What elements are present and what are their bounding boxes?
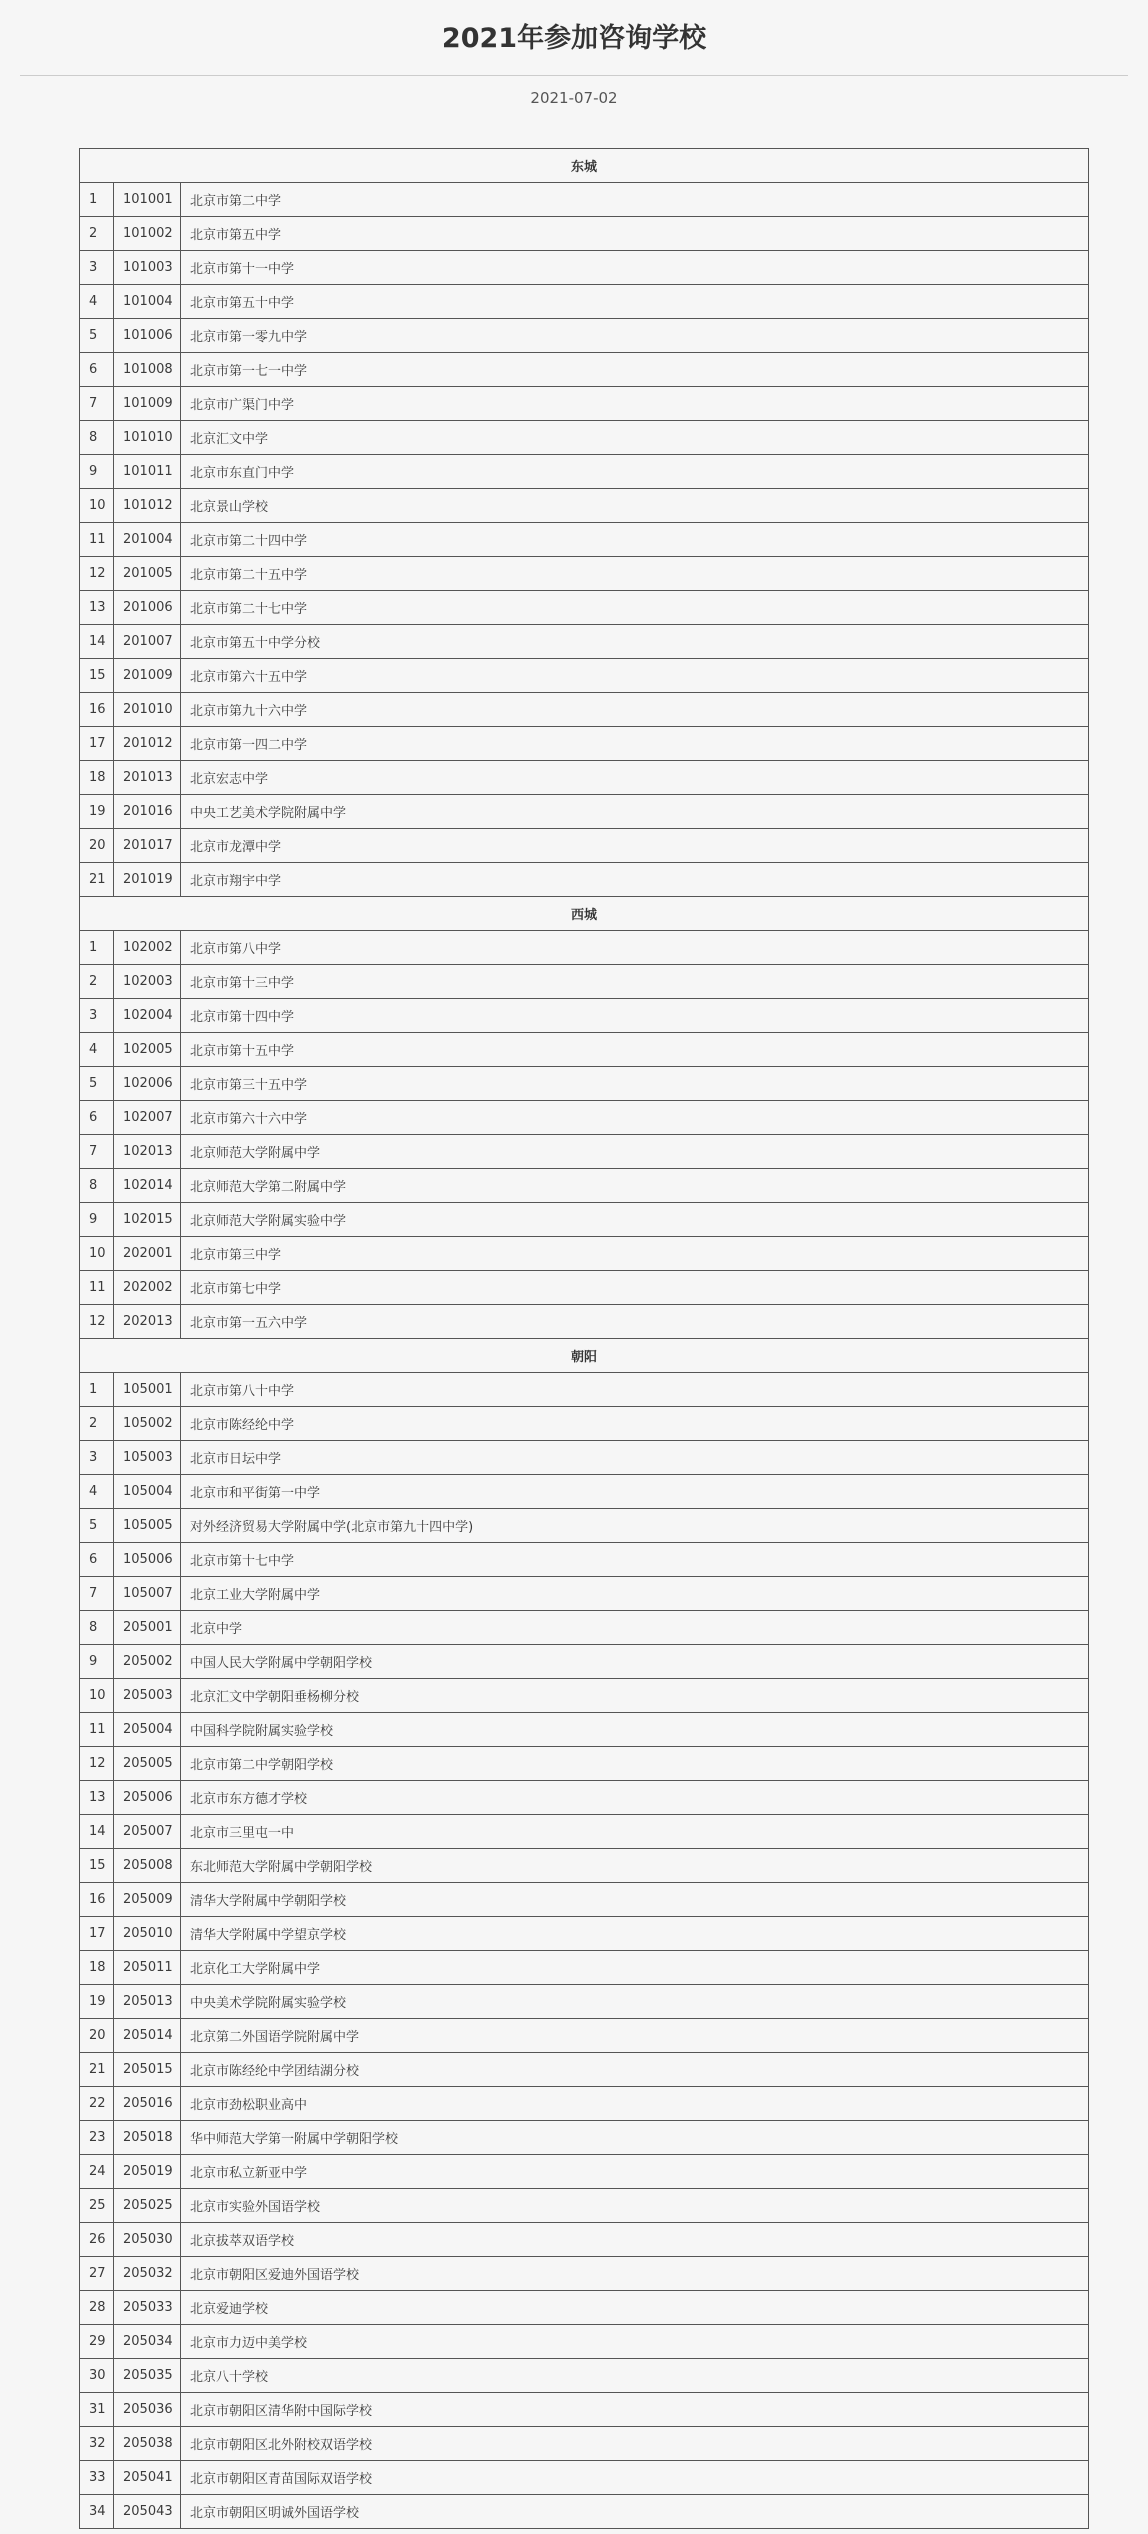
row-index: 22 xyxy=(80,2087,114,2121)
row-index: 29 xyxy=(80,2325,114,2359)
school-name: 北京市第二中学朝阳学校 xyxy=(181,1747,1089,1781)
school-name: 北京市第三十五中学 xyxy=(181,1067,1089,1101)
school-code: 205036 xyxy=(114,2393,181,2427)
school-code: 102006 xyxy=(114,1067,181,1101)
row-index: 6 xyxy=(80,353,114,387)
school-name: 北京拔萃双语学校 xyxy=(181,2223,1089,2257)
school-name: 北京市三里屯一中 xyxy=(181,1815,1089,1849)
school-name: 北京市陈经纶中学 xyxy=(181,1407,1089,1441)
table-row xyxy=(80,829,1089,863)
school-code: 201007 xyxy=(114,625,181,659)
school-code: 202002 xyxy=(114,1271,181,1305)
school-name: 北京市第二中学 xyxy=(181,183,1089,217)
school-code: 205006 xyxy=(114,1781,181,1815)
row-index: 31 xyxy=(80,2393,114,2427)
school-name: 北京市日坛中学 xyxy=(181,1441,1089,1475)
table-row xyxy=(80,1577,1089,1611)
row-index: 14 xyxy=(80,1815,114,1849)
school-name: 北京宏志中学 xyxy=(181,761,1089,795)
school-code: 105001 xyxy=(114,1373,181,1407)
school-name: 北京化工大学附属中学 xyxy=(181,1951,1089,1985)
table-row xyxy=(80,965,1089,999)
row-index: 2 xyxy=(80,1407,114,1441)
school-code: 205035 xyxy=(114,2359,181,2393)
row-index: 10 xyxy=(80,489,114,523)
table-row xyxy=(80,625,1089,659)
row-index: 4 xyxy=(80,1033,114,1067)
table-row xyxy=(80,2019,1089,2053)
school-name: 北京师范大学附属中学 xyxy=(181,1135,1089,1169)
title-divider xyxy=(20,75,1128,76)
school-name: 北京市实验外国语学校 xyxy=(181,2189,1089,2223)
school-name: 北京市第八中学 xyxy=(181,931,1089,965)
district-name: 西城 xyxy=(80,897,1089,931)
row-index: 20 xyxy=(80,2019,114,2053)
table-row xyxy=(80,1169,1089,1203)
school-code: 101011 xyxy=(114,455,181,489)
table-row xyxy=(80,1713,1089,1747)
table-row xyxy=(80,2257,1089,2291)
school-code: 102013 xyxy=(114,1135,181,1169)
school-code: 205003 xyxy=(114,1679,181,1713)
row-index: 18 xyxy=(80,1951,114,1985)
school-code: 201006 xyxy=(114,591,181,625)
school-name: 北京市第八十中学 xyxy=(181,1373,1089,1407)
school-name: 华中师范大学第一附属中学朝阳学校 xyxy=(181,2121,1089,2155)
row-index: 1 xyxy=(80,931,114,965)
district-header-row xyxy=(80,1339,1089,1373)
table-row xyxy=(80,1781,1089,1815)
school-name: 北京市朝阳区明诚外国语学校 xyxy=(181,2495,1089,2529)
school-name: 北京市朝阳区爱迪外国语学校 xyxy=(181,2257,1089,2291)
table-row xyxy=(80,1305,1089,1339)
table-row xyxy=(80,285,1089,319)
row-index: 17 xyxy=(80,727,114,761)
school-code: 201005 xyxy=(114,557,181,591)
row-index: 14 xyxy=(80,625,114,659)
school-code: 201009 xyxy=(114,659,181,693)
row-index: 3 xyxy=(80,999,114,1033)
table-row xyxy=(80,591,1089,625)
row-index: 18 xyxy=(80,761,114,795)
school-code: 101003 xyxy=(114,251,181,285)
school-name: 北京中学 xyxy=(181,1611,1089,1645)
row-index: 33 xyxy=(80,2461,114,2495)
table-row xyxy=(80,2359,1089,2393)
school-code: 205014 xyxy=(114,2019,181,2053)
school-name: 北京市第一五六中学 xyxy=(181,1305,1089,1339)
school-code: 101008 xyxy=(114,353,181,387)
row-index: 24 xyxy=(80,2155,114,2189)
school-name: 北京市第五十中学 xyxy=(181,285,1089,319)
school-code: 205010 xyxy=(114,1917,181,1951)
row-index: 7 xyxy=(80,387,114,421)
school-code: 101012 xyxy=(114,489,181,523)
school-name: 北京市第十四中学 xyxy=(181,999,1089,1033)
row-index: 23 xyxy=(80,2121,114,2155)
row-index: 8 xyxy=(80,421,114,455)
school-name: 北京市第三中学 xyxy=(181,1237,1089,1271)
table-row xyxy=(80,2189,1089,2223)
table-row xyxy=(80,1271,1089,1305)
school-code: 102014 xyxy=(114,1169,181,1203)
school-name: 北京市东方德才学校 xyxy=(181,1781,1089,1815)
school-name: 东北师范大学附属中学朝阳学校 xyxy=(181,1849,1089,1883)
school-name: 北京市第一四二中学 xyxy=(181,727,1089,761)
school-name: 北京市朝阳区青苗国际双语学校 xyxy=(181,2461,1089,2495)
school-code: 105005 xyxy=(114,1509,181,1543)
school-code: 205008 xyxy=(114,1849,181,1883)
table-row xyxy=(80,1101,1089,1135)
table-row xyxy=(80,1067,1089,1101)
school-code: 205033 xyxy=(114,2291,181,2325)
school-name: 中央美术学院附属实验学校 xyxy=(181,1985,1089,2019)
row-index: 13 xyxy=(80,1781,114,1815)
school-name: 北京八十学校 xyxy=(181,2359,1089,2393)
schools-table xyxy=(79,148,1089,2529)
table-row xyxy=(80,1951,1089,1985)
school-name: 北京工业大学附属中学 xyxy=(181,1577,1089,1611)
table-row xyxy=(80,727,1089,761)
school-name: 北京市第七中学 xyxy=(181,1271,1089,1305)
school-name: 北京市第六十五中学 xyxy=(181,659,1089,693)
school-code: 205019 xyxy=(114,2155,181,2189)
row-index: 10 xyxy=(80,1237,114,1271)
school-code: 105004 xyxy=(114,1475,181,1509)
table-row xyxy=(80,1917,1089,1951)
row-index: 3 xyxy=(80,251,114,285)
table-row xyxy=(80,1543,1089,1577)
table-row xyxy=(80,1747,1089,1781)
row-index: 34 xyxy=(80,2495,114,2529)
table-row xyxy=(80,659,1089,693)
table-row xyxy=(80,1475,1089,1509)
table-row xyxy=(80,217,1089,251)
school-code: 205030 xyxy=(114,2223,181,2257)
row-index: 4 xyxy=(80,1475,114,1509)
table-row xyxy=(80,795,1089,829)
table-row xyxy=(80,2053,1089,2087)
school-code: 205007 xyxy=(114,1815,181,1849)
table-row xyxy=(80,1985,1089,2019)
row-index: 28 xyxy=(80,2291,114,2325)
school-code: 205034 xyxy=(114,2325,181,2359)
table-row xyxy=(80,183,1089,217)
school-code: 102003 xyxy=(114,965,181,999)
school-code: 101004 xyxy=(114,285,181,319)
school-code: 101009 xyxy=(114,387,181,421)
row-index: 15 xyxy=(80,659,114,693)
school-code: 205002 xyxy=(114,1645,181,1679)
table-row xyxy=(80,1237,1089,1271)
school-name: 北京市第五十中学分校 xyxy=(181,625,1089,659)
row-index: 3 xyxy=(80,1441,114,1475)
school-name: 北京爱迪学校 xyxy=(181,2291,1089,2325)
row-index: 15 xyxy=(80,1849,114,1883)
school-code: 205015 xyxy=(114,2053,181,2087)
school-name: 北京市劲松职业高中 xyxy=(181,2087,1089,2121)
row-index: 16 xyxy=(80,693,114,727)
school-code: 205038 xyxy=(114,2427,181,2461)
school-name: 北京市第九十六中学 xyxy=(181,693,1089,727)
row-index: 9 xyxy=(80,1645,114,1679)
school-code: 102004 xyxy=(114,999,181,1033)
row-index: 11 xyxy=(80,1713,114,1747)
school-code: 205032 xyxy=(114,2257,181,2291)
row-index: 8 xyxy=(80,1611,114,1645)
school-code: 201019 xyxy=(114,863,181,897)
row-index: 19 xyxy=(80,1985,114,2019)
school-code: 105002 xyxy=(114,1407,181,1441)
table-row xyxy=(80,761,1089,795)
row-index: 1 xyxy=(80,183,114,217)
school-code: 205043 xyxy=(114,2495,181,2529)
school-name: 北京市朝阳区北外附校双语学校 xyxy=(181,2427,1089,2461)
row-index: 10 xyxy=(80,1679,114,1713)
table-row xyxy=(80,2495,1089,2529)
table-row xyxy=(80,2427,1089,2461)
row-index: 20 xyxy=(80,829,114,863)
table-row xyxy=(80,1033,1089,1067)
table-row xyxy=(80,863,1089,897)
school-code: 205011 xyxy=(114,1951,181,1985)
school-code: 102007 xyxy=(114,1101,181,1135)
school-name: 北京市第六十六中学 xyxy=(181,1101,1089,1135)
row-index: 8 xyxy=(80,1169,114,1203)
school-code: 205001 xyxy=(114,1611,181,1645)
row-index: 4 xyxy=(80,285,114,319)
school-name: 北京第二外国语学院附属中学 xyxy=(181,2019,1089,2053)
school-code: 205005 xyxy=(114,1747,181,1781)
row-index: 9 xyxy=(80,1203,114,1237)
school-name: 北京汇文中学 xyxy=(181,421,1089,455)
school-name: 北京市第十三中学 xyxy=(181,965,1089,999)
district-name: 朝阳 xyxy=(80,1339,1089,1373)
table-row xyxy=(80,1611,1089,1645)
table-row xyxy=(80,387,1089,421)
table-row xyxy=(80,1645,1089,1679)
school-code: 101010 xyxy=(114,421,181,455)
table-row xyxy=(80,2291,1089,2325)
school-code: 201004 xyxy=(114,523,181,557)
table-row xyxy=(80,489,1089,523)
row-index: 27 xyxy=(80,2257,114,2291)
school-code: 102015 xyxy=(114,1203,181,1237)
school-code: 101006 xyxy=(114,319,181,353)
school-name: 北京市朝阳区清华附中国际学校 xyxy=(181,2393,1089,2427)
school-name: 北京市陈经纶中学团结湖分校 xyxy=(181,2053,1089,2087)
table-row xyxy=(80,1407,1089,1441)
table-row xyxy=(80,455,1089,489)
school-name: 北京市和平街第一中学 xyxy=(181,1475,1089,1509)
school-name: 清华大学附属中学朝阳学校 xyxy=(181,1883,1089,1917)
table-row xyxy=(80,2155,1089,2189)
row-index: 7 xyxy=(80,1577,114,1611)
row-index: 5 xyxy=(80,1067,114,1101)
school-code: 205041 xyxy=(114,2461,181,2495)
school-name: 北京市第十七中学 xyxy=(181,1543,1089,1577)
school-code: 105007 xyxy=(114,1577,181,1611)
table-row xyxy=(80,1373,1089,1407)
school-name: 北京市第十五中学 xyxy=(181,1033,1089,1067)
row-index: 6 xyxy=(80,1543,114,1577)
table-row xyxy=(80,523,1089,557)
school-code: 201010 xyxy=(114,693,181,727)
table-row xyxy=(80,421,1089,455)
table-row xyxy=(80,2461,1089,2495)
school-code: 205016 xyxy=(114,2087,181,2121)
school-name: 中国科学院附属实验学校 xyxy=(181,1713,1089,1747)
table-row xyxy=(80,251,1089,285)
school-name: 北京市第五中学 xyxy=(181,217,1089,251)
school-name: 北京市龙潭中学 xyxy=(181,829,1089,863)
row-index: 11 xyxy=(80,523,114,557)
school-code: 201013 xyxy=(114,761,181,795)
row-index: 12 xyxy=(80,1305,114,1339)
row-index: 21 xyxy=(80,863,114,897)
row-index: 16 xyxy=(80,1883,114,1917)
table-row xyxy=(80,2393,1089,2427)
row-index: 11 xyxy=(80,1271,114,1305)
school-code: 205013 xyxy=(114,1985,181,2019)
school-name: 北京市东直门中学 xyxy=(181,455,1089,489)
page-title: 2021年参加咨询学校 xyxy=(441,23,707,54)
table-row xyxy=(80,693,1089,727)
table-row xyxy=(80,1849,1089,1883)
row-index: 25 xyxy=(80,2189,114,2223)
school-code: 105003 xyxy=(114,1441,181,1475)
row-index: 17 xyxy=(80,1917,114,1951)
school-code: 205009 xyxy=(114,1883,181,1917)
school-code: 105006 xyxy=(114,1543,181,1577)
row-index: 26 xyxy=(80,2223,114,2257)
row-index: 30 xyxy=(80,2359,114,2393)
table-row xyxy=(80,2325,1089,2359)
school-name: 对外经济贸易大学附属中学(北京市第九十四中学) xyxy=(181,1509,1089,1543)
table-row xyxy=(80,1441,1089,1475)
row-index: 9 xyxy=(80,455,114,489)
school-name: 北京市力迈中美学校 xyxy=(181,2325,1089,2359)
school-name: 北京景山学校 xyxy=(181,489,1089,523)
district-name: 东城 xyxy=(80,149,1089,183)
row-index: 5 xyxy=(80,1509,114,1543)
schools-table-body xyxy=(80,149,1089,2529)
table-row xyxy=(80,2223,1089,2257)
row-index: 32 xyxy=(80,2427,114,2461)
row-index: 12 xyxy=(80,1747,114,1781)
publish-date: 2021-07-02 xyxy=(530,89,618,107)
school-code: 101002 xyxy=(114,217,181,251)
school-name: 北京汇文中学朝阳垂杨柳分校 xyxy=(181,1679,1089,1713)
school-code: 205004 xyxy=(114,1713,181,1747)
district-header-row xyxy=(80,149,1089,183)
school-name: 北京市第二十五中学 xyxy=(181,557,1089,591)
row-index: 1 xyxy=(80,1373,114,1407)
school-name: 中国人民大学附属中学朝阳学校 xyxy=(181,1645,1089,1679)
table-row xyxy=(80,999,1089,1033)
district-header-row xyxy=(80,897,1089,931)
row-index: 21 xyxy=(80,2053,114,2087)
school-name: 清华大学附属中学望京学校 xyxy=(181,1917,1089,1951)
school-code: 201012 xyxy=(114,727,181,761)
school-name: 北京市私立新亚中学 xyxy=(181,2155,1089,2189)
school-name: 北京师范大学第二附属中学 xyxy=(181,1169,1089,1203)
row-index: 2 xyxy=(80,965,114,999)
table-row xyxy=(80,2121,1089,2155)
table-row xyxy=(80,2087,1089,2121)
table-row xyxy=(80,1509,1089,1543)
school-name: 北京市广渠门中学 xyxy=(181,387,1089,421)
school-name: 北京市翔宇中学 xyxy=(181,863,1089,897)
row-index: 5 xyxy=(80,319,114,353)
school-name: 北京市第一七一中学 xyxy=(181,353,1089,387)
row-index: 13 xyxy=(80,591,114,625)
row-index: 2 xyxy=(80,217,114,251)
school-code: 205025 xyxy=(114,2189,181,2223)
table-row xyxy=(80,1203,1089,1237)
row-index: 12 xyxy=(80,557,114,591)
school-code: 102005 xyxy=(114,1033,181,1067)
school-name: 北京师范大学附属实验中学 xyxy=(181,1203,1089,1237)
school-code: 101001 xyxy=(114,183,181,217)
school-code: 202001 xyxy=(114,1237,181,1271)
school-code: 201017 xyxy=(114,829,181,863)
table-row xyxy=(80,1135,1089,1169)
table-row xyxy=(80,1883,1089,1917)
school-code: 205018 xyxy=(114,2121,181,2155)
row-index: 19 xyxy=(80,795,114,829)
table-row xyxy=(80,931,1089,965)
school-name: 北京市第一零九中学 xyxy=(181,319,1089,353)
table-row xyxy=(80,1815,1089,1849)
row-index: 7 xyxy=(80,1135,114,1169)
table-row xyxy=(80,1679,1089,1713)
table-row xyxy=(80,353,1089,387)
school-code: 202013 xyxy=(114,1305,181,1339)
school-name: 中央工艺美术学院附属中学 xyxy=(181,795,1089,829)
table-row xyxy=(80,557,1089,591)
school-name: 北京市第十一中学 xyxy=(181,251,1089,285)
school-name: 北京市第二十七中学 xyxy=(181,591,1089,625)
table-row xyxy=(80,319,1089,353)
school-code: 102002 xyxy=(114,931,181,965)
school-name: 北京市第二十四中学 xyxy=(181,523,1089,557)
school-code: 201016 xyxy=(114,795,181,829)
row-index: 6 xyxy=(80,1101,114,1135)
